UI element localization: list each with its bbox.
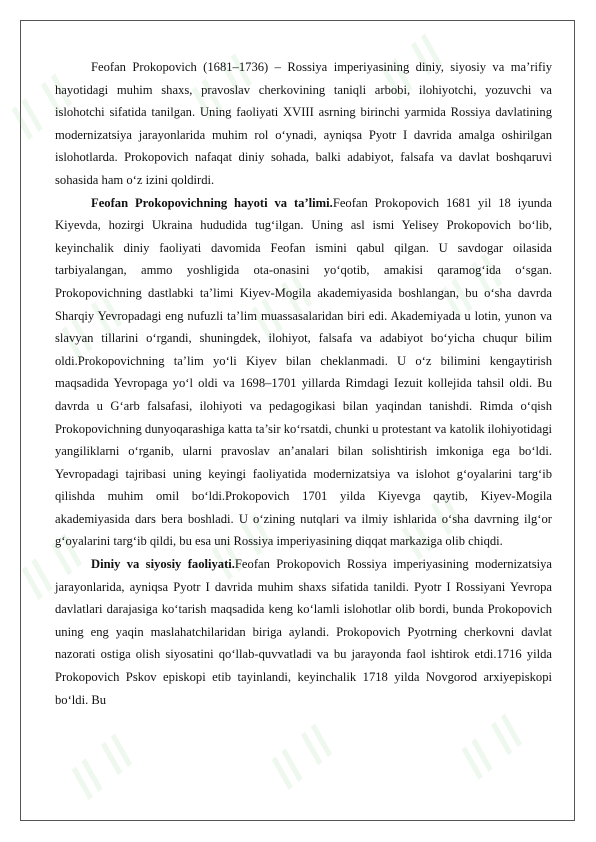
- paragraph-text: Feofan Prokopovich Rossiya imperiyasining modernizatsiya jarayonlarida, ayniqsa Pyotr I davrida muhim shaxs sifatida tanildi. Pyotr I Rossiyani Yevropa davlatlari darajasiga ko‘tarish maqsadida keng ko‘lamli islohotlar olib bordi, bunda Prokopovich uning eng yaqin maslahatchilaridan biriga aylandi. Prokopovich Pyotrning cherkovni davlat nazorati ostiga olish siyosatini qo‘llab-quvvatladi va bu jarayonda faol ishtirok etdi.1716 yilda Prokopovich Pskov episkopi etib tayinlandi, keyinchalik 1718 yilda Novgorod arxiyepiskopi bo‘ldi. Bu: [55, 557, 552, 707]
- watermark: // // // // // // // // // // // // // // // // // // // // // // // //: [0, 26, 534, 808]
- biography-paragraph: [55, 192, 552, 554]
- intro-paragraph: [55, 56, 552, 192]
- section-heading-life-education: Feofan Prokopovichning hayoti va ta’limi.: [91, 195, 333, 210]
- activity-paragraph: [55, 553, 552, 711]
- document-body: [55, 56, 552, 711]
- paragraph-text: Feofan Prokopovich 1681 yil 18 iyunda Kiyevda, hozirgi Ukraina hududida tug‘ilgan. Uning asl ismi Yelisey Prokopovich bo‘lib, keyinchalik diniy faoliyati davomida Feofan ismini qabul qilgan. U savdogar oilasida tarbiyalangan, ammo yoshligida ota-onasini yo‘qotib, amakisi qaramog‘ida o‘sgan. Prokopovichning dastlabki ta’limi Kiyev-Mogila akademiyasida boshlangan, bu o‘sha davrda Sharqiy Yevropadagi eng nufuzli ta’lim muassasalaridan biri edi. Akademiyada u lotin, yunon va slavyan tillarini o‘rgandi, shuningdek, ilohiyot, falsafa va adabiyot bo‘yicha chuqur bilim oldi.Prokopovichning ta’lim yo‘li Kiyev bilan cheklanmadi. U o‘z bilimini kengaytirish maqsadida Yevropaga yo‘l oldi va 1698–1701 yillarda Rimdagi Iezuit kollejida tahsil oldi. Bu davrda u G‘arb falsafasi, ilohiyoti va pedagogikasi bilan yaqindan tanishdi. Rimda o‘qish Prokopovichning dunyoqarashiga katta ta’sir ko‘rsatdi, chunki u protestant va katolik ilohiyotidagi yangiliklarni o‘rganib, ularni pravoslav an’analari bilan solishtirish imkoniga ega bo‘ldi. Yevropadagi tajribasi uning keyingi faoliyatida modernizatsiya va islohot g‘oyalarini targ‘ib qilishda muhim omil bo‘ldi.Prokopovich 1701 yilda Kiyevga qaytib, Kiyev-Mogila akademiyasida dars bera boshladi. U o‘zining nutqlari va ilmiy ishlarida o‘sha davrning ilg‘or g‘oyalarini targ‘ib qildi, bu esa uni Rossiya imperiyasining diqqat markaziga olib chiqdi.: [55, 195, 553, 549]
- section-heading-religious-political: Diniy va siyosiy faoliyati.: [91, 557, 235, 572]
- paragraph-text: Feofan Prokopovich (1681–1736) – Rossiya imperiyasining diniy, siyosiy va ma’rifiy hayotidagi muhim shaxs, pravoslav cherkovining taniqli arbobi, ilohiyotchi, yozuvchi va islohotchi sifatida tanilgan. Uning faoliyati XVIII asrning birinchi yarmida Rossiya davlatining modernizatsiya jarayonlarida muhim rol o‘ynadi, ayniqsa Pyotr I davrida amalga oshirilgan islohotlarda. Prokopovich nafaqat diniy sohada, balki adabiyot, falsafa va davlat boshqaruvi sohasida ham o‘z izini qoldirdi.: [55, 60, 552, 187]
